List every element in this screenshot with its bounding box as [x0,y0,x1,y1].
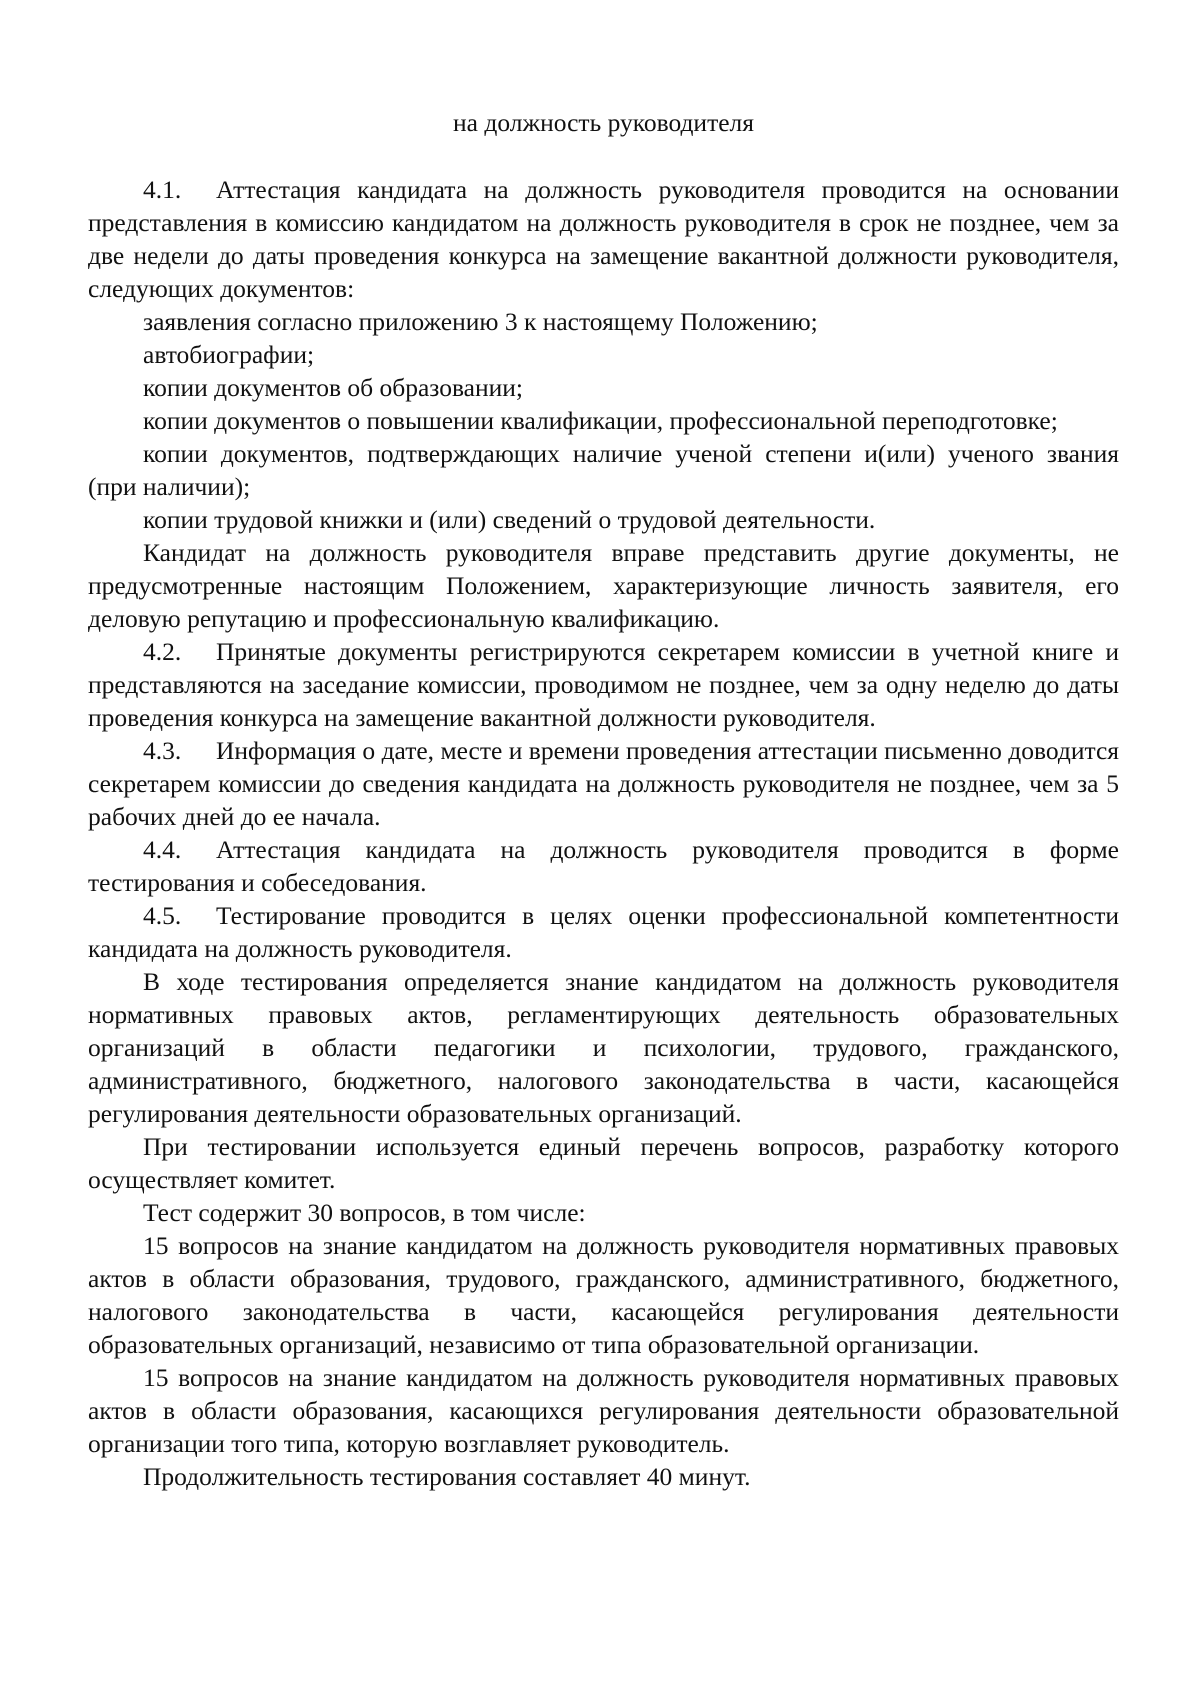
paragraph [88,437,1119,503]
paragraph-text: копии документов об образовании; [143,373,524,402]
document-page [88,106,1119,1493]
paragraph [88,503,1119,536]
paragraph-text: Аттестация кандидата на должность руководителя проводится в форме тестирования и собеседования. [88,835,1119,897]
paragraph-text: При тестировании используется единый перечень вопросов, разработку которого осуществляет комитет. [88,1132,1119,1194]
paragraph-number: 4.5. [143,901,182,930]
paragraph [88,173,1119,305]
paragraph-text: Продолжительность тестирования составляет 40 минут. [143,1462,751,1491]
paragraph [88,338,1119,371]
paragraph [88,833,1119,899]
paragraph-text: Тестирование проводится в целях оценки профессиональной компетентности кандидата на должность руководителя. [88,901,1119,963]
paragraph [88,305,1119,338]
section-heading: на должность руководителя [453,108,754,137]
paragraph [88,536,1119,635]
paragraph [88,635,1119,734]
paragraph [88,965,1119,1130]
paragraph [88,1130,1119,1196]
paragraph [88,1460,1119,1493]
paragraph [88,371,1119,404]
paragraph-text: заявления согласно приложению 3 к настоящему Положению; [143,307,818,336]
paragraph-text: Тест содержит 30 вопросов, в том числе: [143,1198,586,1227]
paragraph [88,734,1119,833]
paragraph [88,1196,1119,1229]
paragraph-text: 15 вопросов на знание кандидатом на должность руководителя нормативных правовых актов в области образования, трудового, гражданского, административного, бюджетного, налогового законодательства в части, касающейся регулирования деятельности образовательных организаций, независимо от типа образовательной организации. [88,1231,1119,1359]
paragraph-number: 4.3. [143,736,182,765]
paragraph-text: 15 вопросов на знание кандидатом на должность руководителя нормативных правовых актов в области образования, касающихся регулирования деятельности образовательной организации того типа, которую возглавляет руководитель. [88,1363,1119,1458]
paragraph-text: копии документов, подтверждающих наличие ученой степени и(или) ученого звания (при наличии); [88,439,1119,501]
paragraph [88,404,1119,437]
paragraph [88,899,1119,965]
paragraph-number: 4.4. [143,835,182,864]
paragraph-text: Аттестация кандидата на должность руководителя проводится на основании представления в комиссию кандидатом на должность руководителя в срок не позднее, чем за две недели до даты проведения конкурса на замещение вакантной должности руководителя, следующих документов: [88,175,1119,303]
paragraph-text: автобиографии; [143,340,315,369]
paragraph-text: Информация о дате, месте и времени проведения аттестации письменно доводится секретарем комиссии до сведения кандидата на должность руководителя не позднее, чем за 5 рабочих дней до ее начала. [88,736,1119,831]
paragraph-text: В ходе тестирования определяется знание кандидатом на должность руководителя нормативных правовых актов, регламентирующих деятельность образовательных организаций в области педагогики и психологии, трудового, гражданского, административного, бюджетного, налогового законодательства в части, касающейся регулирования деятельности образовательных организаций. [88,967,1119,1128]
paragraph [88,1361,1119,1460]
paragraph [88,1229,1119,1361]
paragraph-text: копии документов о повышении квалификации, профессиональной переподготовке; [143,406,1058,435]
paragraph-number: 4.1. [143,175,182,204]
paragraph-text: Кандидат на должность руководителя вправе представить другие документы, не предусмотренные настоящим Положением, характеризующие личность заявителя, его деловую репутацию и профессиональную квалификацию. [88,538,1119,633]
paragraph-text: Принятые документы регистрируются секретарем комиссии в учетной книге и представляются на заседание комиссии, проводимом не позднее, чем за одну неделю до даты проведения конкурса на замещение вакантной должности руководителя. [88,637,1119,732]
paragraph-text: копии трудовой книжки и (или) сведений о трудовой деятельности. [143,505,876,534]
paragraph-list [88,173,1119,1493]
paragraph-number: 4.2. [143,637,182,666]
